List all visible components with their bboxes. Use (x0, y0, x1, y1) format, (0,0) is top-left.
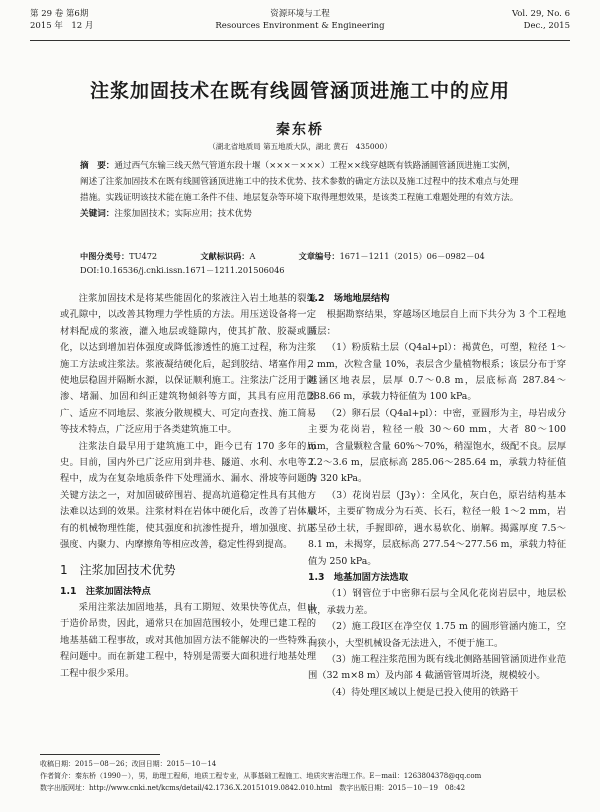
subsection-heading-1-2: 1.2 场地地层结构 (308, 293, 390, 304)
strata-intro: 根据勘察结果，穿越场区地层自上而下共分为 3 个工程地质层： (308, 309, 566, 337)
footnote-block (40, 758, 570, 794)
paper-author: 秦东桥 (276, 122, 324, 138)
keywords-text: 注浆加固技术；实际应用；技术优势 (114, 209, 252, 219)
strata-layer-1: （1）粉质粘土层（Q4al+pl）：褐黄色，可塑，粒径 1～2 mm，次粒含量 10%，表层含少量植物根系；该层分布于穿越涵区地表层，层厚 0.7～0.8 m，层底标高 287.84～288.66 m，承载力特征值为 100 kPa。 (308, 342, 566, 403)
header-rule (30, 40, 570, 41)
section-heading-1: 1 注浆加固技术优势 (60, 562, 176, 577)
issue-date: 2015 年 12 月 (30, 21, 94, 31)
article-number-value: 1671－1211（2015）06－0982－04 (339, 251, 485, 261)
volume-issue-en: Vol. 29, No. 6 (511, 9, 570, 19)
method-reason-3: （3）施工程注浆范围为既有线北侧路基圆管涵顶进作业范围（32 m×8 m）及内部 4 截涵管管周圻浇，规模较小。 (308, 653, 566, 682)
keywords-label: 关键词： (80, 209, 115, 219)
left-column (60, 291, 316, 682)
journal-name-cn: 资源环境与工程 (270, 9, 330, 19)
intro-paragraph-1: 注浆加固技术是将某些能固化的浆液注入岩土地基的裂缝或孔隙中，以改善其物理力学性质的方法。用压送设备将一定材料配成的浆液，灌入地层或缝隙内，使其扩散、胶凝或固化，以达到增加岩体强度或降低渗透性的施工过程，称为注浆施工方法或注浆法。浆液凝结硬化后，起到胶结、堵塞作用，使地层稳固并隔断水源，以保证顺利施工。注浆法广泛用于防渗、堵漏、加固和纠正建筑物倾斜等方面，其具有应用范围广、适应不同地层、浆液分散规模大、可定向查找、施工简易等技术特点，广泛应用于各类建筑施工中。 (60, 293, 316, 436)
author-bio: 作者简介：秦东桥（1990－），男，助理工程师，地质工程专业，从事基础工程施工、地质灾害治理工作。E－mail：1263804378@qq.com (40, 772, 482, 780)
strata-layer-2: （2）卵石层（Q4al+pl）：中密，亚圆形为主，母岩成分主要为花岗岩，粒径一般 30～60 mm，大者 80～100 mm，含量颗粒含量 60%～70%，稍湿饱水，级配不良。层厚 2.2～3.6 m，层底标高 285.06～285.64 m，承载力特征值为 320 kPa。 (308, 407, 566, 485)
volume-issue: 第 29 卷 第6期 (30, 9, 89, 19)
subsection-heading-1-3: 1.3 地基加固方法选取 (308, 571, 409, 583)
journal-volume-en (512, 8, 570, 32)
doi-line: DOI:10.16536/j.cnki.issn.1671－1211.201506046 (80, 265, 285, 275)
clc-label: 中图分类号： (80, 251, 130, 261)
method-reason-4: （4）待处理区域以上便是已投入使用的铁路干 (326, 686, 519, 698)
doc-code-label: 文献标识码： (200, 251, 250, 261)
strata-layer-3: （3）花岗岩层（J3γ）：全风化，灰白色，原岩结构基本破坏，主要矿物成分为石英、长石，粒径一般 1～2 mm，岩芯呈砂土状，手握即碎，遇水易软化、崩解。揭露厚度 7.5～8.1 m，未揭穿，层底标高 277.54～277.56 m，承载力特征值为 250 kPa。 (308, 489, 566, 567)
subsection-heading-1-1: 1.1 注浆加固法特点 (60, 585, 151, 597)
footnote-rule (40, 754, 160, 755)
paper-title: 注浆加固技术在既有线圆管涵顶进施工中的应用 (89, 80, 510, 102)
method-reason-1: （1）钢管位于中密卵石层与全风化花岗岩层中，地层松散，承载力差。 (308, 588, 566, 616)
author-affiliation: （湖北省地质局 第五地质大队，湖北 黄石 435000） (208, 142, 392, 151)
received-date: 收稿日期：2015－08－26；改回日期：2015－10－14 (40, 760, 217, 768)
abstract-block (80, 158, 522, 222)
keywords-line (80, 206, 522, 222)
section-1-1-paragraph: 采用注浆法加固地基，具有工期短、效果快等优点，但由于造价昂贵，因此，通常只在加固范围较小，处理已建工程的地基基础工程事故，或对其他加固方法不能解决的一些特殊工程问题中。而在新建工程中，特别是需要大面积进行地基处理工程中很少采用。 (60, 601, 316, 679)
running-header (30, 8, 570, 38)
classification-line (80, 250, 522, 263)
abstract-label: 摘 要： (80, 161, 115, 171)
clc-value: TU472 (129, 251, 158, 261)
journal-name-en: Resources Environment & Engineering (215, 21, 385, 31)
intro-paragraph-2: 注浆法自最早用于建筑施工中，距今已有 170 多年的历史。目前，国内外已广泛应用到井巷、隧道、水利、水电等工程中，成为在复杂地质条件下处理涌水、漏水、滑坡等问题的关键方法之一，对加固破碎围岩、提高坑道稳定性具有其他方法难以达到的效果。注浆材料在岩体中硬化后，改善了岩体原有的机械物理性能，使其强度和抗渗性提升，增加强度、抗压强度、内聚力、内摩擦角等相应改善，稳定性得到提高。 (60, 440, 316, 551)
journal-name (30, 8, 570, 32)
article-number-label: 文章编号： (298, 251, 340, 261)
online-publication: 数字出版网址：http://www.cnki.net/kcms/detail/42.1736.X.20151019.0842.010.html 数字出版日期：2015－10－19 08:42 (40, 784, 466, 792)
right-column (308, 291, 566, 701)
abstract-text: 通过西气东输三线天然气管道东段十堰（×××－×××）工程××线穿越既有铁路涵圆管涵顶进施工实例，阐述了注浆加固技术在既有线圆管涵顶进施工中的技术优势、技术参数的确定方法以及施工过程中的技术难点与处理措施。实践证明该技术能在施工条件不佳、地层复杂等环境下取得理想效果，是该类工程施工难题处理的有效方法。 (80, 161, 519, 203)
method-reason-2: （2）施工段Ⅰ区在净空仅 1.75 m 的圆形管涵内施工，空间狭小，大型机械设备无法进入，不便于施工。 (308, 621, 566, 649)
issue-date-en: Dec., 2015 (523, 21, 570, 31)
doc-code-value: A (249, 251, 256, 261)
